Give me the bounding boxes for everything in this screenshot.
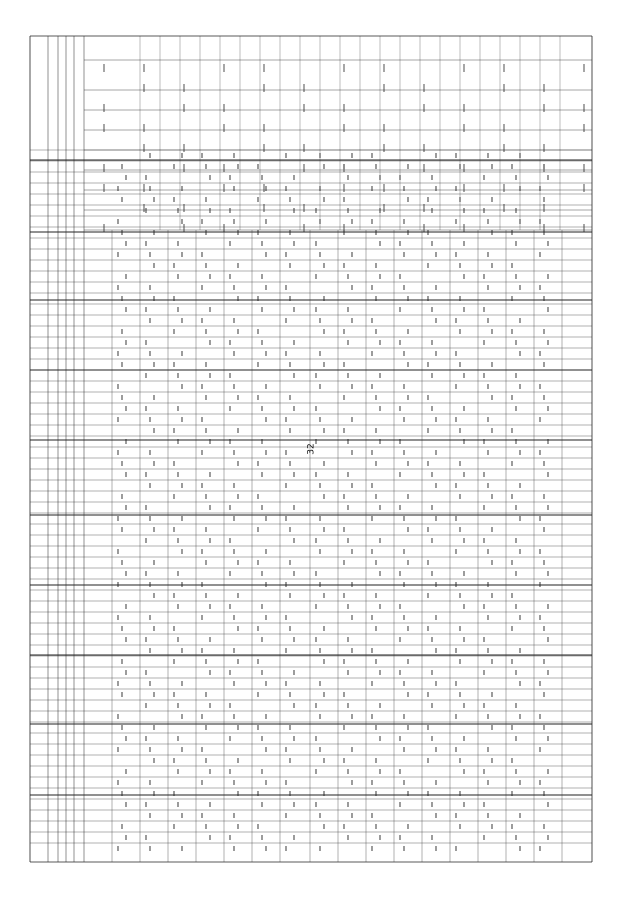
rotated-table bbox=[30, 36, 592, 862]
page-number: 32 bbox=[306, 443, 317, 455]
